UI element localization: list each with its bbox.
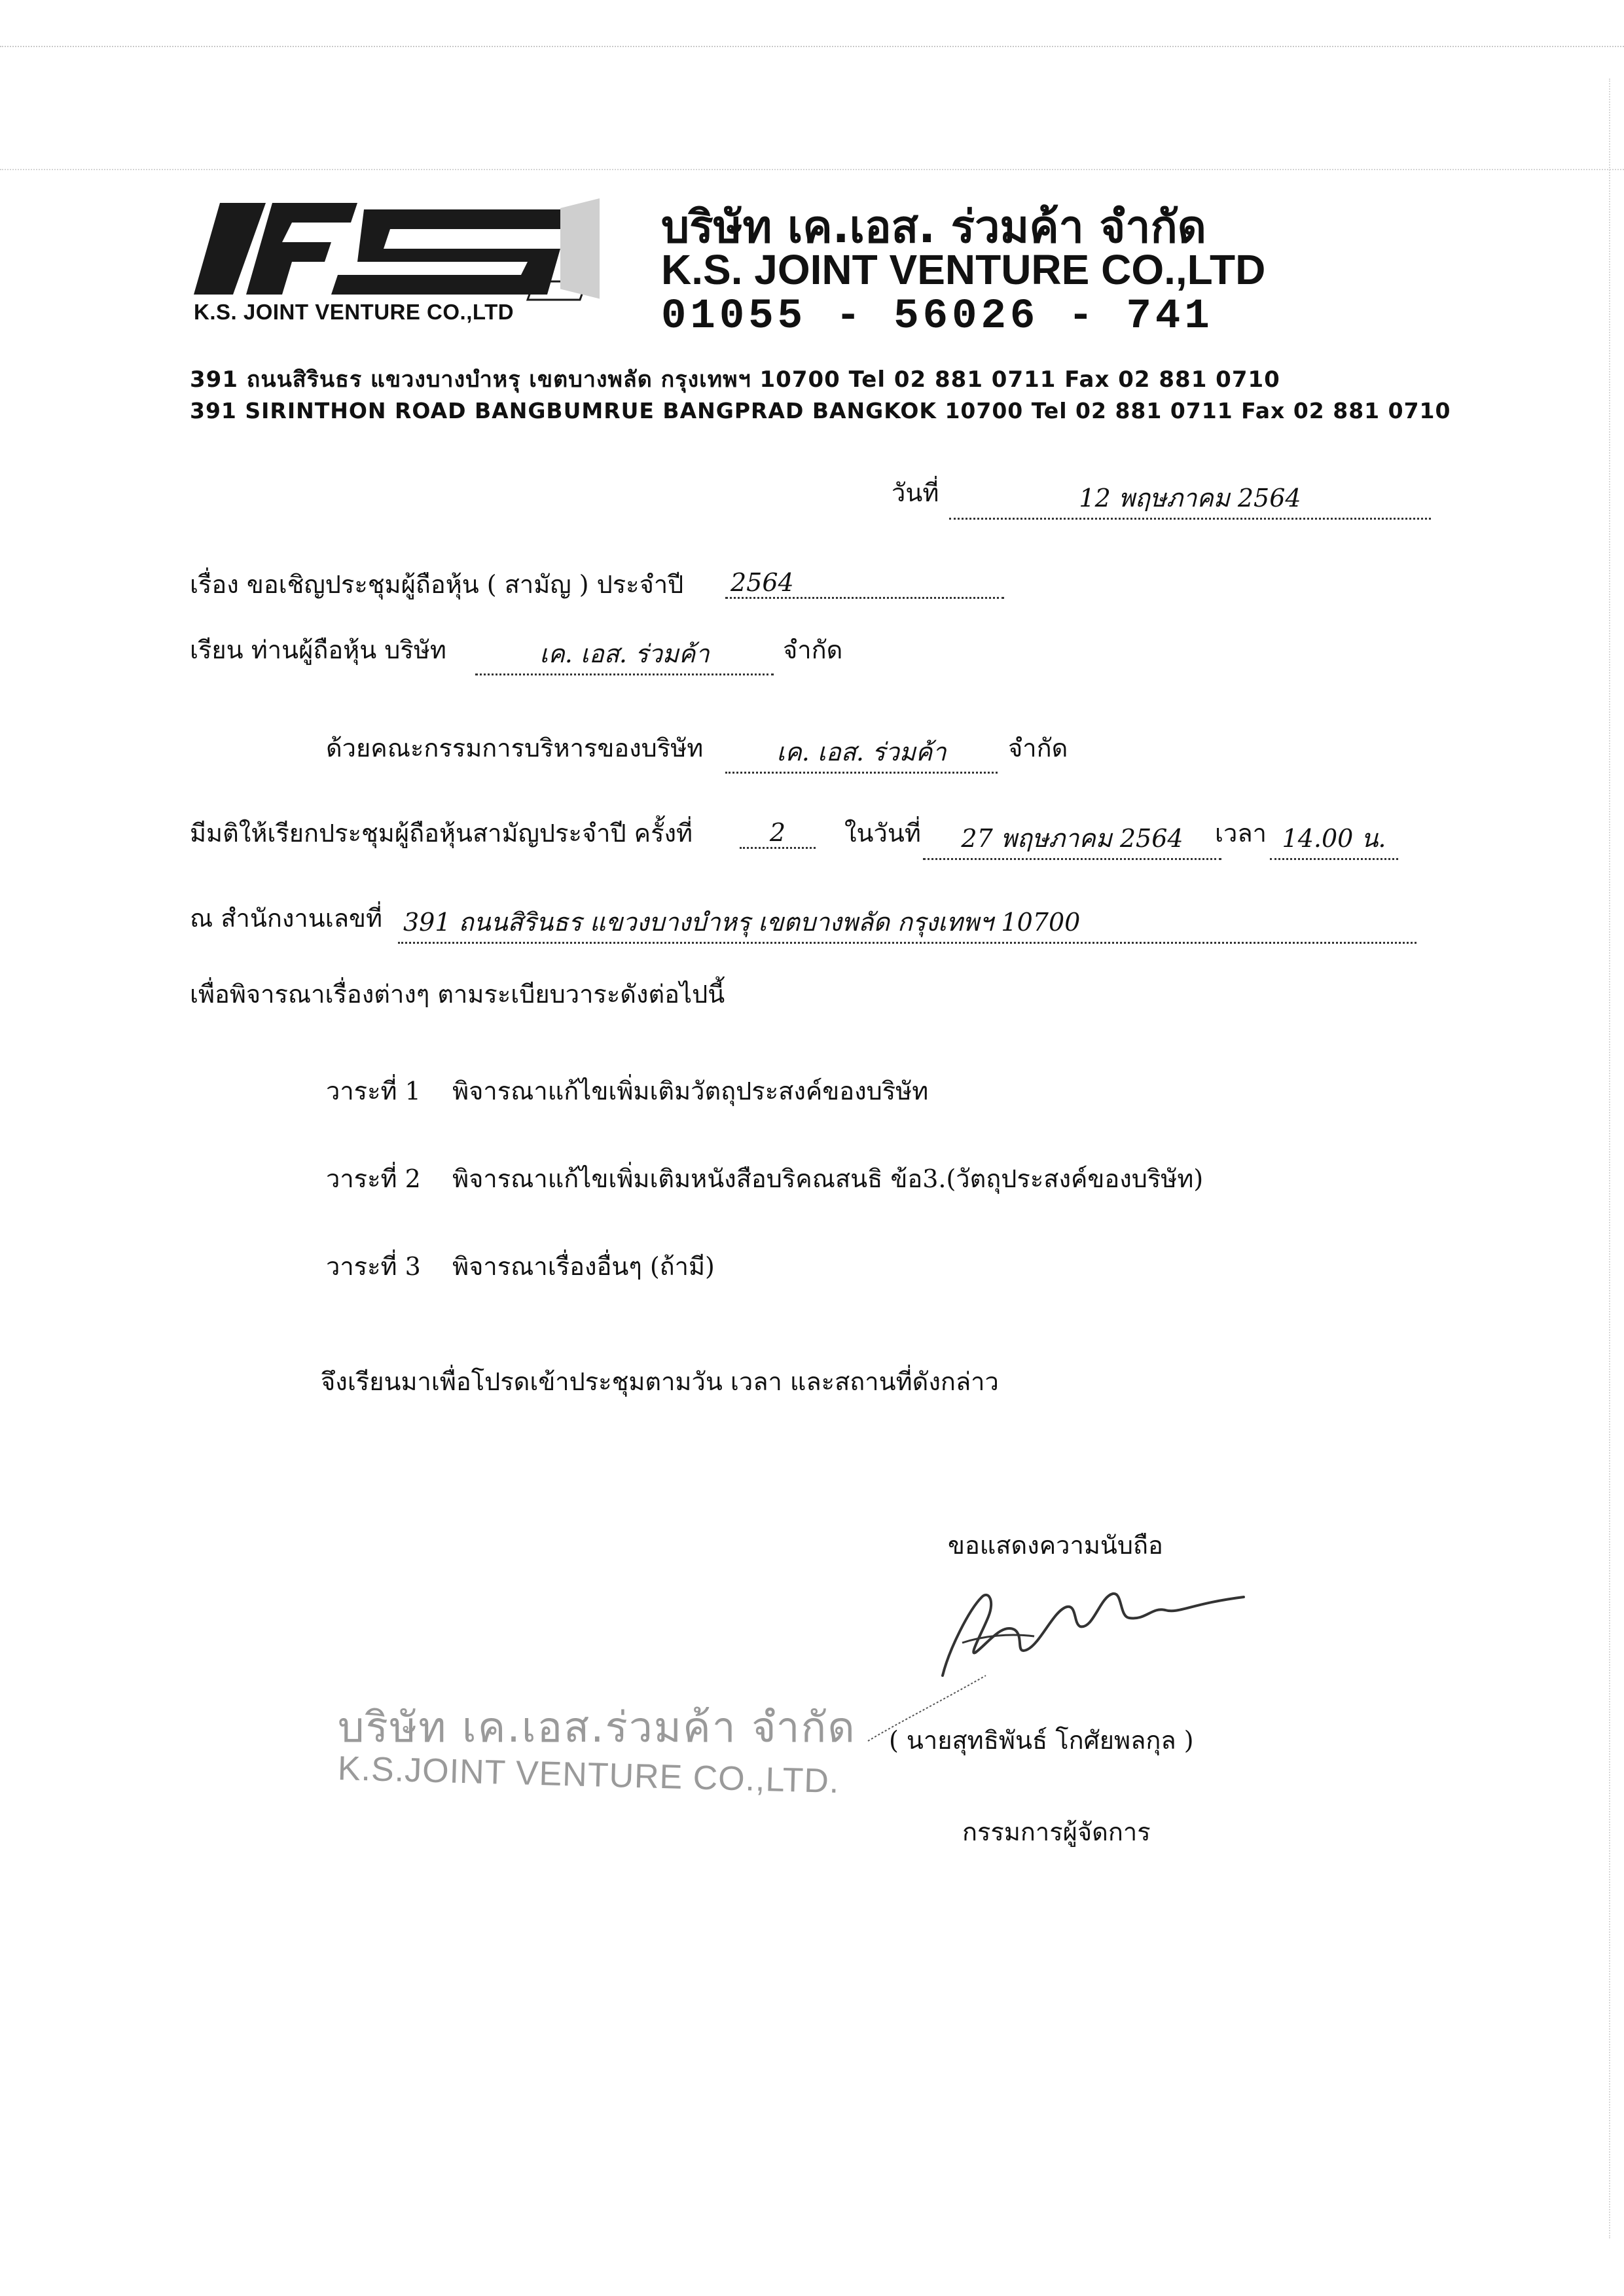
scan-border-line <box>0 169 1624 170</box>
scan-border-line <box>0 46 1624 47</box>
meeting-place: 391 ถนนสิรินธร แขวงบางบำหรุ เขตบางพลัด กรุงเทพฯ 10700 <box>398 902 1416 944</box>
salutation-label: เรียน ท่านผู้ถือหุ้น บริษัท <box>190 636 446 664</box>
company-stamp-english: K.S.JOINT VENTURE CO.,LTD. <box>337 1749 840 1801</box>
signer-title: กรรมการผู้จัดการ <box>962 1818 1151 1846</box>
board-company-tail: จำกัด <box>1008 734 1068 762</box>
subject-label: เรื่อง ขอเชิญประชุมผู้ถือหุ้น ( สามัญ ) ประจำปี <box>190 570 684 599</box>
company-name-english: K.S. JOINT VENTURE CO.,LTD <box>661 246 1266 293</box>
signer-name: ( นายสุทธิพันธ์ โกศัยพลกุล ) <box>889 1726 1194 1755</box>
agenda-intro: เพื่อพิจารณาเรื่องต่างๆ ตามระเบียบวาระดังต่อไปนี้ <box>190 980 725 1009</box>
agenda-item: วาระที่ 1 พิจารณาแก้ไขเพิ่มเติมวัตถุประสงค์ของบริษัท <box>326 1077 929 1105</box>
company-stamp-thai: บริษัท เค.เอส.ร่วมค้า จำกัด <box>338 1704 856 1752</box>
registration-number: 01055 - 56026 - 741 <box>661 293 1214 340</box>
address-thai: 391 ถนนสิรินธร แขวงบางบำหรุ เขตบางพลัด กรุงเทพฯ 10700 Tel 02 881 0711 Fax 02 881 0710 <box>190 367 1280 393</box>
closing-sentence: จึงเรียนมาเพื่อโปรดเข้าประชุมตามวัน เวลา และสถานที่ดังกล่าว <box>321 1367 999 1396</box>
agenda-item: วาระที่ 3 พิจารณาเรื่องอื่นๆ (ถ้ามี) <box>326 1252 715 1281</box>
meeting-round: 2 <box>740 818 816 849</box>
scan-border-line <box>1609 79 1610 2238</box>
address-english: 391 SIRINTHON ROAD BANGBUMRUE BANGPRAD BANGKOK 10700 Tel 02 881 0711 Fax 02 881 0710 <box>190 398 1451 423</box>
subject-year: 2564 <box>725 568 1004 599</box>
meeting-time: 14.00 น. <box>1270 818 1398 860</box>
meeting-time-label: เวลา <box>1215 819 1267 848</box>
board-statement: ด้วยคณะกรรมการบริหารของบริษัท <box>326 734 704 762</box>
board-company: เค. เอส. ร่วมค้า <box>725 732 998 774</box>
date-value: 12 พฤษภาคม 2564 <box>949 478 1431 520</box>
date-label: วันที่ <box>892 478 939 507</box>
meeting-place-label: ณ สำนักงานเลขที่ <box>190 904 383 933</box>
logo-caption: K.S. JOINT VENTURE CO.,LTD <box>194 300 514 324</box>
meeting-date-label: ในวันที่ <box>844 819 921 848</box>
company-name-thai: บริษัท เค.เอส. ร่วมค้า จำกัด <box>661 202 1206 253</box>
resolution-statement: มีมติให้เรียกประชุมผู้ถือหุ้นสามัญประจำปี ครั้งที่ <box>190 819 693 848</box>
meeting-date: 27 พฤษภาคม 2564 <box>923 818 1221 860</box>
regards: ขอแสดงความนับถือ <box>948 1531 1163 1560</box>
salutation-company: เค. เอส. ร่วมค้า <box>475 634 774 675</box>
salutation-tail: จำกัด <box>783 636 843 664</box>
agenda-item: วาระที่ 2 พิจารณาแก้ไขเพิ่มเติมหนังสือบริคณสนธิ ข้อ3.(วัตถุประสงค์ของบริษัท) <box>326 1164 1204 1193</box>
